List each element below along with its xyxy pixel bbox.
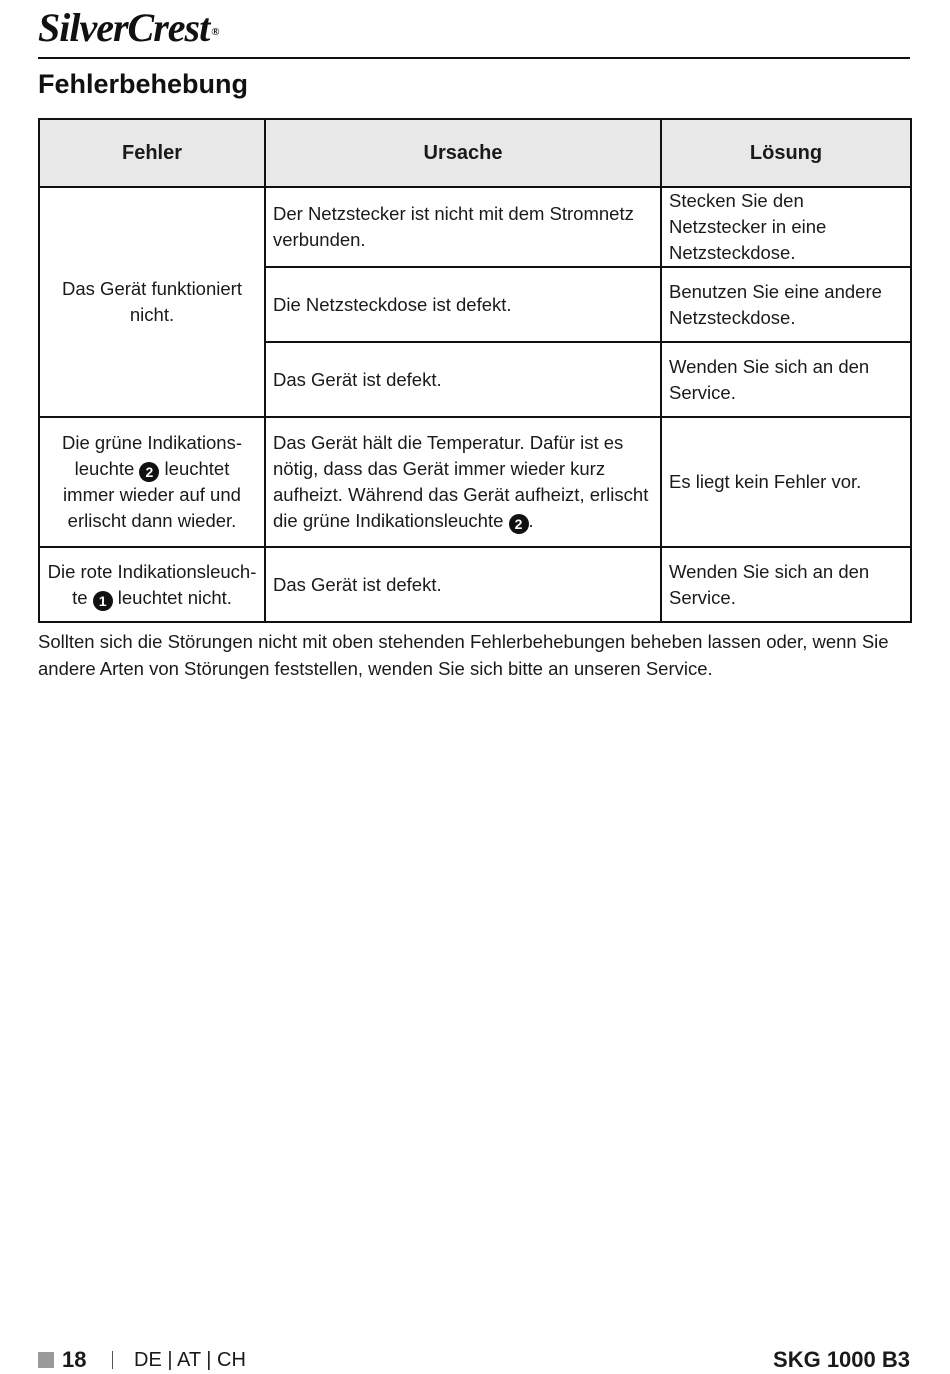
registered-mark: ® [211,26,219,38]
fehler-text: leuchtet nicht. [112,586,232,608]
ursache-text: . [528,510,534,531]
ursache-text: Das Gerät hält die Temperatur. Dafür ist es nötig, dass das Gerät immer wieder kurz aufheizt. Während das Gerät aufheizt, erlischt die grüne Indikationsleuchte [273,432,649,531]
loesung-cell: Stecken Sie den Netzstecker in eine Netzsteckdose. [661,187,911,267]
fehler-text: Die grüne Indikations- leuchte [62,432,242,479]
indicator-1-icon: 1 [93,591,113,611]
indicator-2-icon: 2 [509,514,529,534]
troubleshooting-table [38,118,912,623]
fehler-cell: Das Gerät funktioniert nicht. [39,187,265,417]
page-number: 18 [62,1347,87,1372]
table-row [39,187,911,267]
fehler-cell [39,547,265,622]
brand-name: SilverCrest [38,5,210,50]
region-codes: DE | AT | CH [134,1349,246,1371]
loesung-cell: Wenden Sie sich an den Service. [661,342,911,417]
ursache-cell: Die Netzsteckdose ist defekt. [265,267,661,342]
service-note: Sollten sich die Störungen nicht mit oben stehenden Fehlerbehebungen beheben lassen oder, wenn Sie andere Arten von Störungen feststellen, wenden Sie sich bitte an unseren Service. [38,631,889,679]
ursache-cell [265,417,661,547]
loesung-cell: Wenden Sie sich an den Service. [661,547,911,622]
ursache-cell: Das Gerät ist defekt. [265,342,661,417]
ursache-cell: Der Netzstecker ist nicht mit dem Stromnetz verbunden. [265,187,661,267]
fehler-cell [39,417,265,547]
header-ursache: Ursache [265,119,661,187]
header-loesung: Lösung [661,119,911,187]
fehler-text: leuchtet immer wieder auf und erlischt dann wieder. [63,458,241,531]
page-marker-square [38,1352,54,1368]
brand-logo [38,6,218,50]
page-footer [38,1346,910,1374]
table-row [39,547,911,622]
fehler-text: Die rote Indikationsleuch- te [47,560,257,608]
ursache-cell: Das Gerät ist defekt. [265,547,661,622]
table-row [39,417,911,547]
loesung-cell: Es liegt kein Fehler vor. [661,417,911,547]
header-fehler: Fehler [39,119,265,187]
section-title: Fehlerbehebung [38,69,249,99]
indicator-2-icon: 2 [139,462,159,482]
table-header-row [39,119,911,187]
header-rule [38,57,910,59]
loesung-cell: Benutzen Sie eine andere Netzsteckdose. [661,267,911,342]
model-number: SKG 1000 B3 [773,1347,910,1372]
footer-divider [112,1351,113,1369]
